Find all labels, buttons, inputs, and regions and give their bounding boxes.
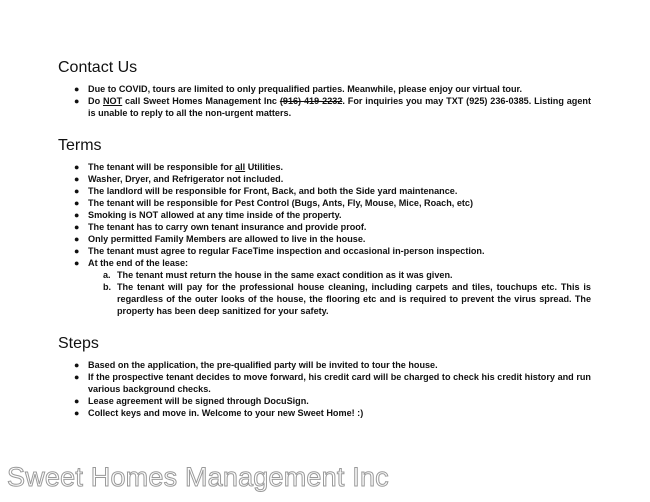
terms-item-text: At the end of the lease: bbox=[88, 258, 189, 268]
terms-utilities-post: Utilities. bbox=[245, 162, 284, 172]
bullet-icon: ● bbox=[74, 258, 80, 268]
steps-item-text: Lease agreement will be signed through DocuSign. bbox=[88, 396, 309, 406]
steps-item-text: Based on the application, the pre-qualified party will be invited to tour the house. bbox=[88, 360, 438, 370]
list-item bbox=[0, 395, 650, 407]
terms-all-emphasis: all bbox=[235, 162, 246, 172]
list-item bbox=[0, 83, 650, 95]
contact-call-pre: Do bbox=[88, 96, 103, 106]
sublist-text: The tenant will pay for the professional house cleaning, including carpets and tiles, touchups etc. This is regardless of the outer looks of the house, the flooring etc and is required to prevent the virus spread. The property has been deep sanitized for your safety. bbox=[117, 282, 591, 316]
contact-covid-text: Due to COVID, tours are limited to only prequalified parties. Meanwhile, please enjoy our virtual tour. bbox=[88, 84, 523, 94]
terms-item-text: The tenant has to carry own tenant insurance and provide proof. bbox=[88, 222, 367, 232]
sublist-marker: a. bbox=[103, 270, 111, 280]
list-item bbox=[0, 185, 650, 197]
sublist-item bbox=[88, 281, 591, 317]
sublist-marker: b. bbox=[103, 282, 112, 292]
terms-list bbox=[0, 161, 650, 317]
bullet-icon: ● bbox=[74, 162, 80, 172]
contact-heading: Contact Us bbox=[58, 59, 138, 76]
list-item bbox=[0, 245, 650, 257]
contact-call-mid: call Sweet Homes Management Inc bbox=[122, 96, 280, 106]
bullet-icon: ● bbox=[74, 186, 80, 196]
contact-list bbox=[0, 83, 650, 119]
list-item bbox=[0, 161, 650, 173]
terms-item-text: Smoking is NOT allowed at any time inside of the property. bbox=[88, 210, 342, 220]
list-item bbox=[0, 209, 650, 221]
terms-item-text: The tenant must agree to regular FaceTime inspection and occasional in-person inspection. bbox=[88, 246, 485, 256]
struck-phone-number: (916) 419-2232 bbox=[279, 96, 343, 106]
bullet-icon: ● bbox=[74, 96, 80, 106]
bullet-icon: ● bbox=[74, 396, 80, 406]
contact-call-post: . For inquiries you may TXT (925) 236-0385. Listing agent is unable to reply to all the non-urgent matters. bbox=[88, 96, 591, 118]
watermark: Sweet Homes Management Inc bbox=[7, 462, 389, 492]
steps-item-text: If the prospective tenant decides to move forward, his credit card will be charged to check his credit history and run various background checks. bbox=[88, 372, 591, 394]
lease-end-sublist bbox=[88, 269, 591, 317]
bullet-icon: ● bbox=[74, 174, 80, 184]
bullet-icon: ● bbox=[74, 222, 80, 232]
terms-heading: Terms bbox=[58, 137, 102, 154]
list-item bbox=[0, 197, 650, 209]
steps-list bbox=[0, 359, 650, 419]
contact-not-emphasis: NOT bbox=[102, 96, 123, 106]
terms-item-text: The landlord will be responsible for Front, Back, and both the Side yard maintenance. bbox=[88, 186, 458, 196]
list-item bbox=[0, 95, 650, 119]
sublist-text: The tenant must return the house in the same exact condition as it was given. bbox=[117, 270, 453, 280]
terms-item-text: Washer, Dryer, and Refrigerator not included. bbox=[88, 174, 284, 184]
list-item bbox=[0, 359, 650, 371]
list-item bbox=[0, 221, 650, 233]
terms-item-text: Only permitted Family Members are allowed to live in the house. bbox=[88, 234, 366, 244]
bullet-icon: ● bbox=[74, 198, 80, 208]
list-item bbox=[0, 173, 650, 185]
steps-item-text: Collect keys and move in. Welcome to your new Sweet Home! :) bbox=[88, 408, 364, 418]
bullet-icon: ● bbox=[74, 372, 80, 382]
bullet-icon: ● bbox=[74, 210, 80, 220]
list-item bbox=[0, 257, 650, 317]
terms-utilities-pre: The tenant will be responsible for bbox=[88, 162, 236, 172]
list-item bbox=[0, 371, 650, 395]
steps-heading: Steps bbox=[58, 335, 99, 352]
bullet-icon: ● bbox=[74, 360, 80, 370]
list-item bbox=[0, 233, 650, 245]
bullet-icon: ● bbox=[74, 408, 80, 418]
list-item bbox=[0, 407, 650, 419]
bullet-icon: ● bbox=[74, 246, 80, 256]
bullet-icon: ● bbox=[74, 234, 80, 244]
sublist-item bbox=[88, 269, 591, 281]
terms-item-text: The tenant will be responsible for Pest Control (Bugs, Ants, Fly, Mouse, Mice, Roach, etc) bbox=[88, 198, 474, 208]
bullet-icon: ● bbox=[74, 84, 80, 94]
